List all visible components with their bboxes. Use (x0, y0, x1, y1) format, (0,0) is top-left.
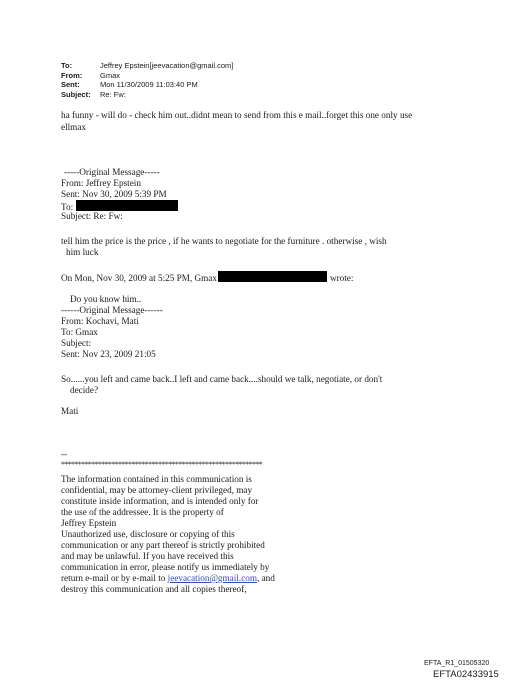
email-header (61, 61, 233, 99)
quote-prefix: On Mon, Nov 30, 2009 at 5:25 PM, Gmax (61, 273, 217, 283)
orig2-body-line-1: So......you left and came back..I left and came back....should we talk, negotiate, or don't (61, 374, 383, 384)
quote-attribution (61, 271, 353, 284)
signature-dashes: -- (61, 449, 68, 459)
orig1-subject: Subject: Re: Fw: (61, 211, 123, 221)
efta-id-large: EFTA02433915 (433, 669, 499, 680)
orig2-subject: Subject: (61, 338, 92, 348)
orig2-to: To: Gmax (61, 327, 98, 337)
reply-line-2: ellmax (61, 122, 87, 132)
header-from-row (61, 71, 233, 81)
disclaimer-line: constitute inside information, and is intended only for (61, 496, 259, 506)
separator-stars: ************************************************************ (61, 460, 263, 469)
orig1-body-line-2: him luck (66, 247, 99, 257)
email-link[interactable]: jeevacation@gmail.com (167, 573, 257, 583)
from-value: Gmax (100, 70, 121, 80)
orig2-intro: Do you know him.. (70, 294, 142, 304)
reply-line-1: ha funny - will do - check him out..didnt mean to send from this e mail..forget this one only use (61, 110, 413, 120)
sent-label: Sent: (61, 80, 80, 90)
quote-suffix: wrote: (329, 273, 354, 283)
disclaimer-text: , and (256, 573, 275, 583)
orig2-body-line-2: decide? (70, 385, 99, 395)
disclaimer-line: and may be unlawful. If you have received this (61, 551, 234, 561)
disclaimer-line: the use of the addressee. It is the property of (61, 507, 224, 517)
original-message-divider-2: ------Original Message------ (61, 305, 163, 315)
disclaimer-line: Unauthorized use, disclosure or copying of this (61, 529, 235, 539)
header-sent-row (61, 80, 233, 90)
orig1-body-line-1: tell him the price is the price , if he wants to negotiate for the furniture . otherwise , wish (61, 236, 387, 246)
subject-label: Subject: (61, 89, 91, 99)
disclaimer-line: confidential, may be attorney-client privileged, may (61, 485, 253, 495)
efta-id-small: EFTA_R1_01505320 (424, 660, 490, 667)
disclaimer-line: communication in error, please notify us immediately by (61, 562, 270, 572)
disclaimer-line: destroy this communication and all copies thereof, (61, 584, 247, 594)
disclaimer-text: return e-mail or by e-mail to (61, 573, 168, 583)
disclaimer-line: The information contained in this communication is (61, 474, 252, 484)
sent-value: Mon 11/30/2009 11:03:40 PM (100, 80, 198, 90)
orig1-to: To: (61, 202, 74, 212)
original-message-divider-1: -----Original Message----- (64, 167, 160, 177)
to-value: Jeffrey Epstein[jeevacation@gmail.com] (100, 61, 234, 70)
subject-value: Re: Fw: (100, 89, 126, 99)
disclaimer-line: Jeffrey Epstein (61, 518, 117, 528)
orig2-from: From: Kochavi, Mati (61, 316, 139, 326)
disclaimer-line-with-link (61, 573, 275, 584)
to-label: To: (61, 61, 73, 70)
from-label: From: (61, 70, 83, 80)
orig2-sent: Sent: Nov 23, 2009 21:05 (61, 349, 156, 359)
disclaimer-line: communication or any part thereof is strictly prohibited (61, 540, 265, 550)
redaction-box (76, 200, 178, 211)
redaction-box (218, 271, 327, 282)
header-subject-row (61, 90, 233, 100)
orig2-signoff: Mati (61, 406, 79, 416)
orig1-sent: Sent: Nov 30, 2009 5:39 PM (61, 189, 167, 199)
orig1-from: From: Jeffrey Epstein (61, 178, 141, 188)
header-to-row (61, 61, 233, 71)
